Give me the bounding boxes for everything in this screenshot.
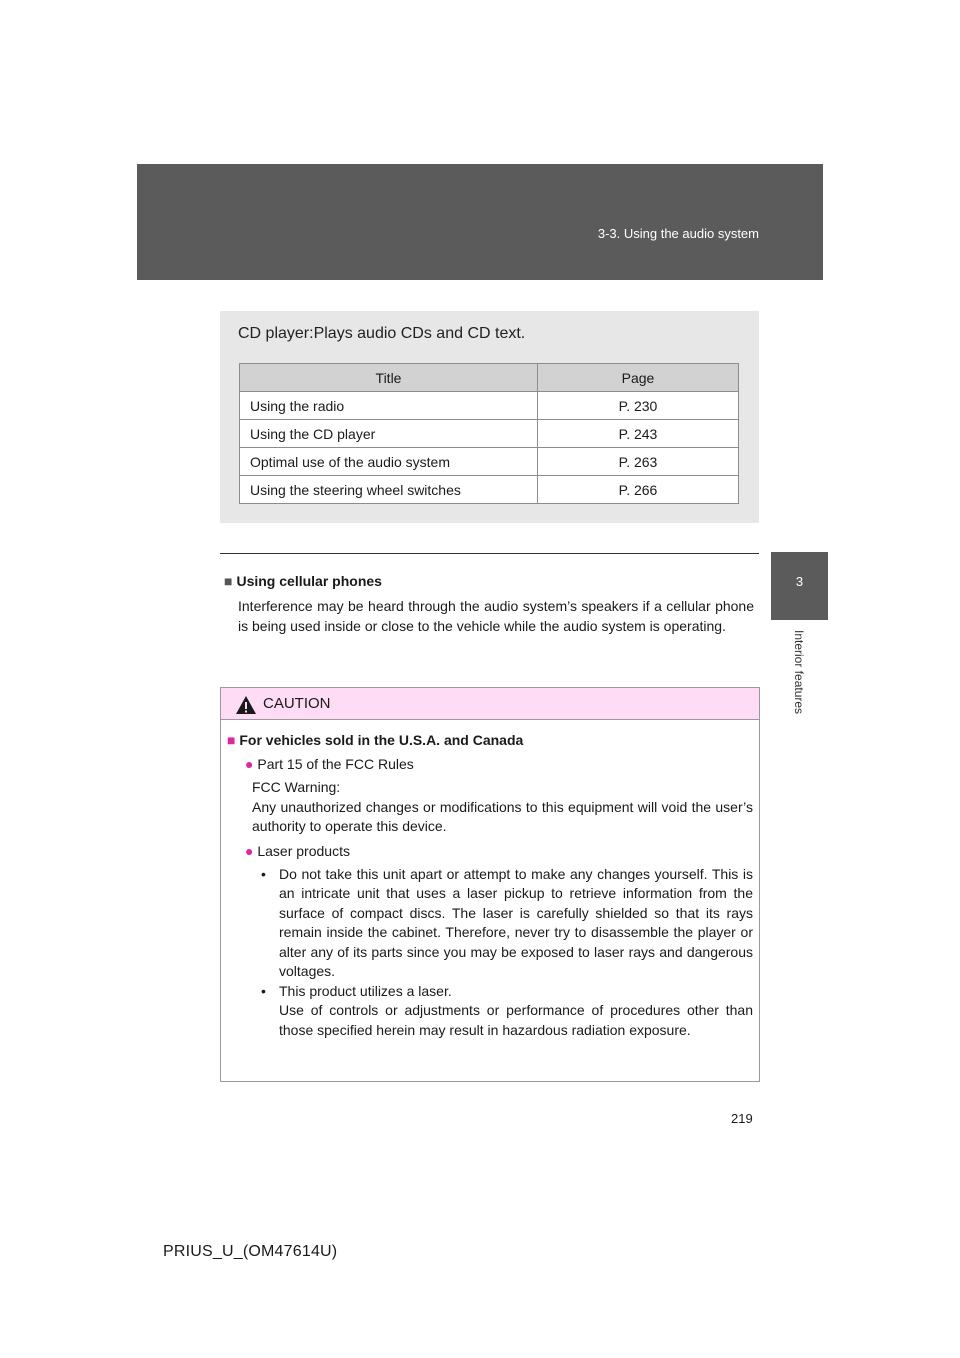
note-title-text: Using cellular phones (236, 573, 382, 589)
laser-bullet-line: This product utilizes a laser. (279, 982, 452, 999)
table-row (240, 420, 739, 448)
laser-bullet-line: Use of controls or adjustments or performance of procedures other than those specified herein may result in hazardous radiation exposure. (279, 1002, 753, 1038)
note-title (224, 573, 754, 589)
page-number: 219 (731, 1111, 753, 1126)
overview-line: CD player:Plays audio CDs and CD text. (238, 325, 526, 342)
laser-bullet-text (279, 982, 753, 1041)
fcc-warning (252, 778, 753, 837)
table-cell-page: P. 263 (538, 448, 739, 476)
warning-triangle-icon (235, 695, 257, 715)
table-cell-title: Optimal use of the audio system (240, 448, 538, 476)
section-label: 3-3. Using the audio system (597, 226, 759, 241)
table-row (240, 392, 739, 420)
chapter-label: Interior features (792, 630, 806, 715)
table-header-page: Page (538, 364, 739, 392)
fcc-warning-label: FCC Warning: (252, 779, 341, 795)
document-footer: PRIUS_U_(OM47614U) (163, 1243, 338, 1260)
caution-item-text: Part 15 of the FCC Rules (257, 756, 414, 772)
round-bullet-icon: ● (245, 842, 254, 859)
note-body: Interference may be heard through the audio system’s speakers if a cellular phone is being used inside or close to the vehicle while the audio system is operating. (238, 598, 754, 634)
caution-title-text: For vehicles sold in the U.S.A. and Canada (239, 732, 524, 748)
caution-item-fcc (245, 756, 753, 772)
caution-box (220, 687, 760, 1082)
table-header-row (240, 364, 739, 392)
table-row (240, 448, 739, 476)
table-cell-page: P. 243 (538, 420, 739, 448)
table-cell-title: Using the CD player (240, 420, 538, 448)
overview-box (220, 311, 759, 523)
chapter-tab (771, 552, 828, 620)
header-band (137, 164, 823, 280)
caution-item-laser (245, 843, 753, 859)
table-cell-page: P. 230 (538, 392, 739, 420)
caution-item-text: Laser products (257, 842, 350, 859)
table-header-title: Title (240, 364, 538, 392)
table-cell-page: P. 266 (538, 476, 739, 504)
bullet-dot-icon: • (261, 982, 266, 999)
laser-bullet-text: Do not take this unit apart or attempt to make any changes yourself. This is an intricate unit that uses a laser pickup to retrieve information from the surface of compact discs. The laser is carefully shielded so that its rays remain inside the cabinet. Therefore, never try to disassemble the player or alter any of its parts since you may be exposed to laser rays and dangerous voltages. (279, 865, 753, 979)
caution-body (221, 720, 759, 1040)
square-bullet-icon: ■ (224, 573, 233, 589)
table-cell-title: Using the steering wheel switches (240, 476, 538, 504)
note-cellular-phones (224, 573, 754, 636)
laser-bullet (261, 865, 753, 982)
laser-bullet (261, 982, 753, 1041)
caution-title (227, 732, 753, 748)
bullet-dot-icon: • (261, 865, 266, 882)
fcc-warning-text: Any unauthorized changes or modifications to this equipment will void the user’s authority to operate this device. (252, 798, 753, 834)
section-divider (220, 553, 759, 554)
table-cell-title: Using the radio (240, 392, 538, 420)
round-bullet-icon: ● (245, 756, 254, 772)
caution-header (221, 688, 759, 720)
chapter-number: 3 (795, 574, 804, 589)
contents-table (239, 363, 739, 504)
caution-label: CAUTION (263, 695, 331, 712)
square-bullet-icon: ■ (227, 732, 236, 748)
table-row (240, 476, 739, 504)
